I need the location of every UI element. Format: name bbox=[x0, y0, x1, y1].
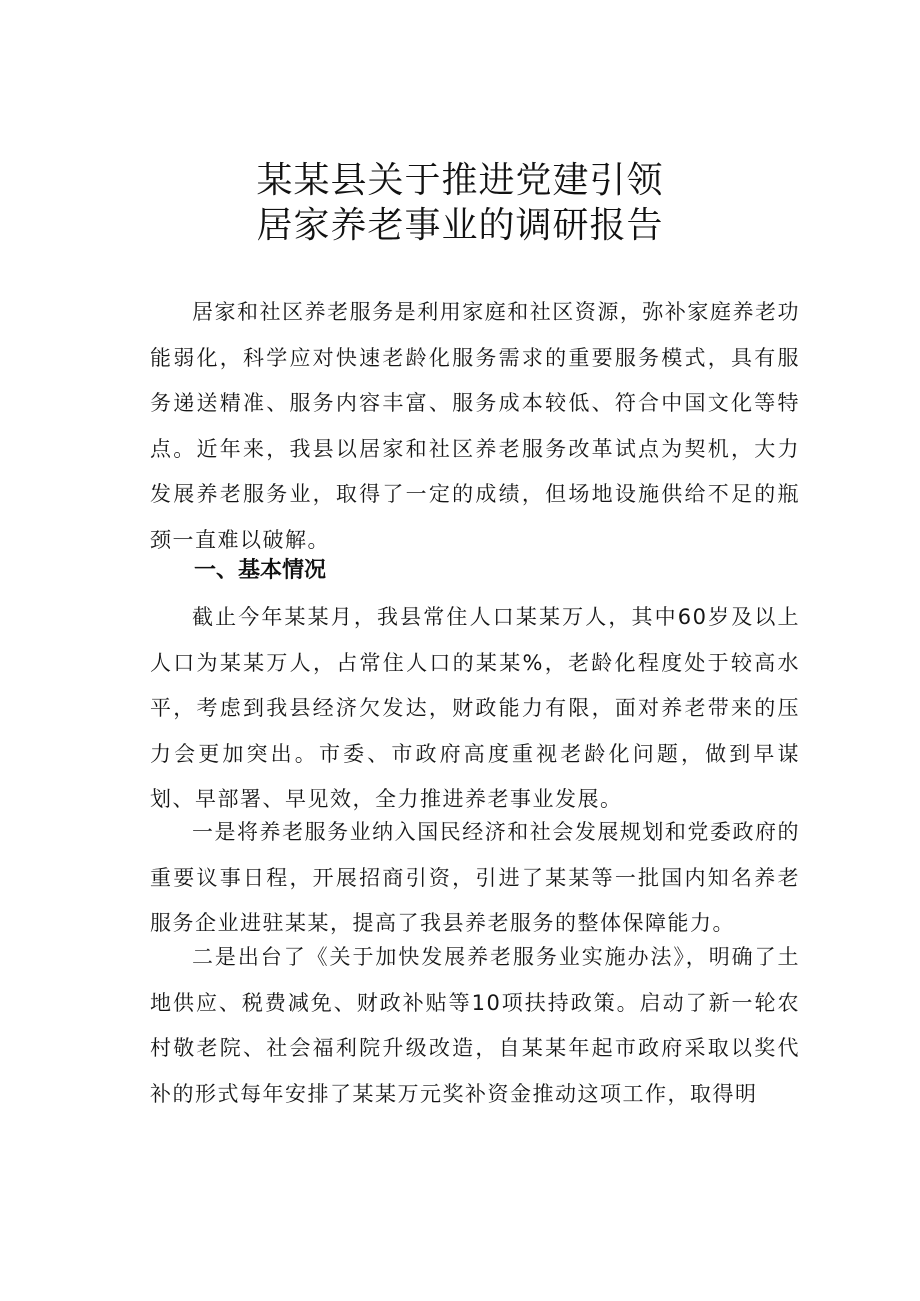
document-title-line-2: 居家养老事业的调研报告 bbox=[256, 205, 664, 246]
measure-one-paragraph: 一是将养老服务业纳入国民经济和社会发展规划和党委政府的重要议事日程，开展招商引资，引进了某某等一批国内知名养老服务企业进驻某某，提高了我县养老服务的整体保障能力。 bbox=[150, 820, 800, 935]
measure-two-paragraph: 二是出台了《关于加快发展养老服务业实施办法》，明确了土地供应、税费减免、财政补贴等10项扶持政策。启动了新一轮农村敬老院、社会福利院升级改造，自某某年起市政府采取以奖代补的形式每年安排了某某万元奖补资金推动这项工作，取得明 bbox=[150, 945, 800, 1106]
document-title-line-1: 某某县关于推进党建引领 bbox=[256, 160, 664, 201]
intro-paragraph: 居家和社区养老服务是利用家庭和社区资源，弥补家庭养老功能弱化，科学应对快速老龄化服务需求的重要服务模式，具有服务递送精准、服务内容丰富、服务成本较低、符合中国文化等特点。近年来，我县以居家和社区养老服务改革试点为契机，大力发展养老服务业，取得了一定的成绩，但场地设施供给不足的瓶颈一直难以破解。 bbox=[150, 300, 800, 552]
section-heading-basic-situation: 一、基本情况 bbox=[194, 558, 327, 583]
basic-situation-paragraph: 截止今年某某月，我县常住人口某某万人，其中60岁及以上人口为某某万人，占常住人口的某某%，老龄化程度处于较高水平，考虑到我县经济欠发达，财政能力有限，面对养老带来的压力会更加突出。市委、市政府高度重视老龄化问题，做到早谋划、早部署、早见效，全力推进养老事业发展。 bbox=[150, 605, 800, 811]
